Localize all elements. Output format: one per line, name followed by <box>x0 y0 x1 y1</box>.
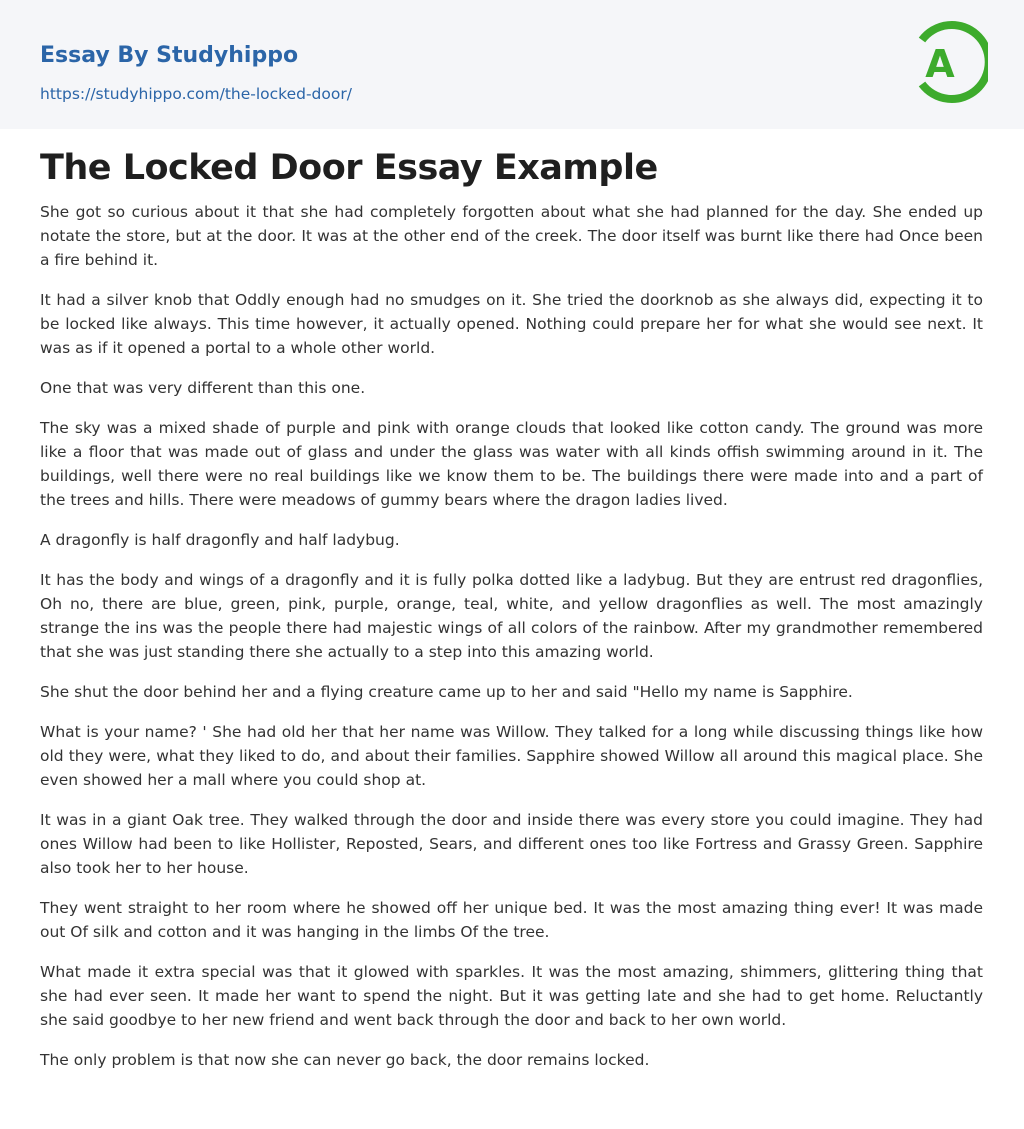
essay-paragraph: The only problem is that now she can never go back, the door remains locked. <box>40 1051 650 1069</box>
essay-paragraph: What made it extra special was that it glowed with sparkles. It was the most amazing, shimmers, glittering thing that she had ever seen. It made her want to spend the night. But it was getting late and she had to get home. Reluctantly she said goodbye to her new friend and went back through the door and back to her own world. <box>40 963 983 1029</box>
essay-paragraph: She shut the door behind her and a flying creature came up to her and said "Hello my name is Sapphire. <box>40 683 853 701</box>
essay-paragraph: What is your name? ' She had old her that her name was Willow. They talked for a long while discussing things like how old they were, what they liked to do, and about their families. Sapphire showed Willow all around this magical place. She even showed her a mall where you could shop at. <box>40 723 983 789</box>
essay-paragraph: The sky was a mixed shade of purple and pink with orange clouds that looked like cotton candy. The ground was more like a floor that was made out of glass and under the glass was water with all kinds offish swimming around in it. The buildings, well there were no real buildings like we know them to be. The buildings there were made into and a part of the trees and hills. There were meadows of gummy bears where the dragon ladies lived. <box>40 419 983 509</box>
essay-url-link[interactable]: https://studyhippo.com/the-locked-door/ <box>40 85 352 103</box>
page-title: The Locked Door Essay Example <box>40 148 658 188</box>
essay-paragraph: They went straight to her room where he showed off her unique bed. It was the most amazing thing ever! It was made out Of silk and cotton and it was hanging in the limbs Of the tree. <box>40 899 983 941</box>
essay-paragraph: It has the body and wings of a dragonfly and it is fully polka dotted like a ladybug. But they are entrust red dragonflies, Oh no, there are blue, green, pink, purple, orange, teal, white, and yellow dragonflies as well. The most amazingly strange the ins was the people there had majestic wings of all colors of the rainbow. After my grandmother remembered that she was just standing there she actually to a step into this amazing world. <box>40 571 983 661</box>
site-header <box>0 0 1024 129</box>
essay-paragraph: It had a silver knob that Oddly enough had no smudges on it. She tried the doorknob as she always did, expecting it to be locked like always. This time however, it actually opened. Nothing could prepare her for what she would see next. It was as if it opened a portal to a whole other world. <box>40 291 983 357</box>
essay-paragraph: One that was very different than this one. <box>40 379 366 397</box>
studyhippo-logo-icon[interactable] <box>910 18 988 106</box>
essay-paragraph: It was in a giant Oak tree. They walked through the door and inside there was every store you could imagine. They had ones Willow had been to like Hollister, Reposted, Sears, and different ones too like Fortress and Grassy Green. Sapphire also took her to her house. <box>40 811 983 877</box>
essay-body <box>40 200 983 1088</box>
essay-paragraph: She got so curious about it that she had completely forgotten about what she had planned for the day. She ended up notate the store, but at the door. It was at the other end of the creek. The door itself was burnt like there had Once been a fire behind it. <box>40 203 983 269</box>
logo-letter: A <box>925 42 955 86</box>
essay-paragraph: A dragonfly is half dragonfly and half ladybug. <box>40 531 400 549</box>
brand-title[interactable]: Essay By Studyhippo <box>40 43 299 68</box>
